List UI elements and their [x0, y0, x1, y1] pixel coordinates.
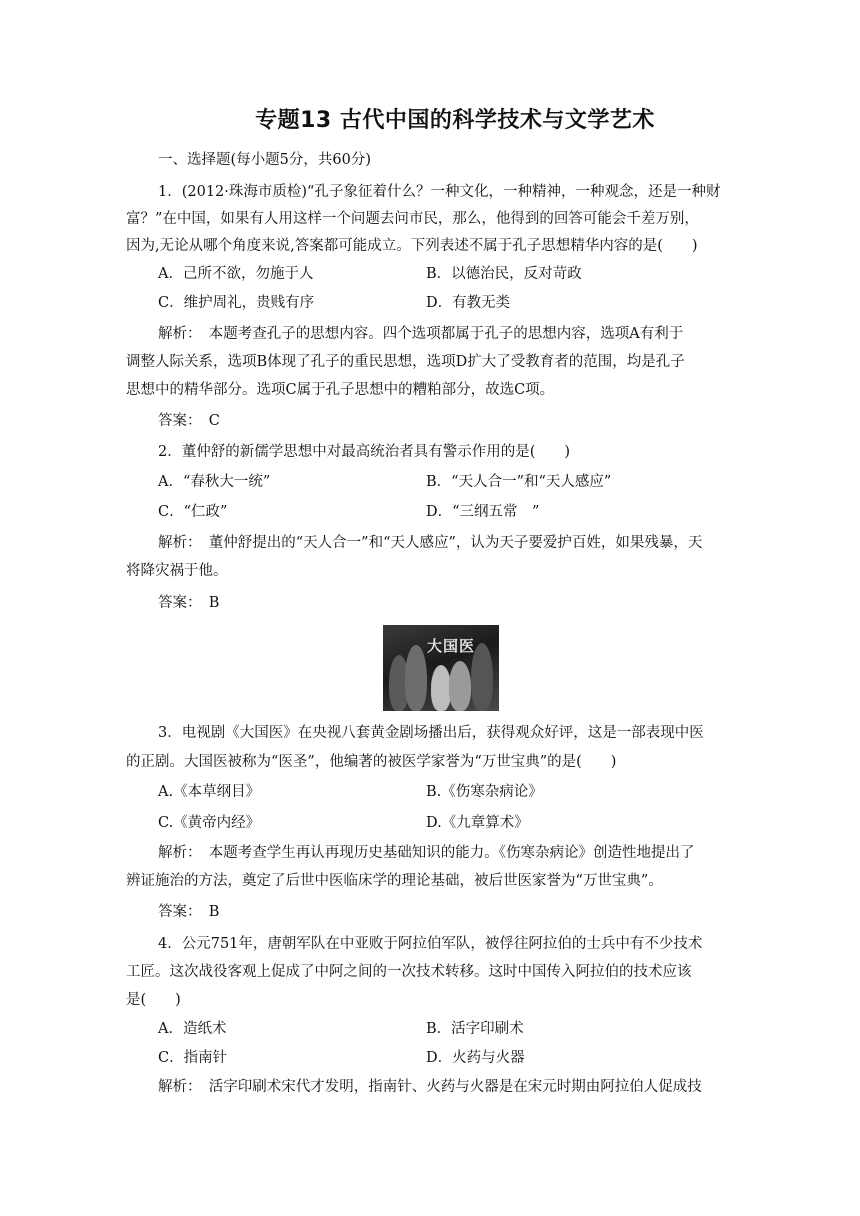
q1-analysis-line3: 思想中的精华部分。选项C属于孔子思想中的糟粕部分，故选C项。 — [126, 382, 555, 398]
q1-stem-line2: 富？”在中国，如果有人用这样一个问题去问市民，那么，他得到的回答可能会千差万别， — [126, 211, 699, 227]
q1-answer: 答案： C — [158, 413, 220, 429]
q4-stem-line2: 工匠。这次战役客观上促成了中阿之间的一次技术转移。这时中国传入阿拉伯的技术应该 — [126, 964, 692, 980]
q4-stem-line3: 是( ) — [126, 992, 181, 1008]
q3-option-c: C.《黄帝内经》 — [158, 815, 261, 831]
q1-stem-line3: 因为,无论从哪个角度来说,答案都可能成立。下列表述不属于孔子思想精华内容的是( ) — [126, 238, 698, 254]
q2-option-d: D．“三纲五常 ” — [426, 504, 540, 520]
section-heading: 一、选择题(每小题5分，共60分) — [158, 152, 371, 168]
q2-option-a: A．“春秋大一统” — [158, 474, 271, 490]
q3-option-a: A.《本草纲目》 — [158, 784, 261, 800]
q4-analysis-line1: 解析： 活字印刷术宋代才发明，指南针、火药与火器是在宋元时期由阿拉伯人促成技 — [158, 1079, 702, 1095]
page-title: 专题13 古代中国的科学技术与文学艺术 — [255, 108, 655, 133]
q1-option-d: D．有教无类 — [426, 295, 511, 311]
q1-option-c: C．维护周礼，贵贱有序 — [158, 295, 315, 311]
q3-option-b: B.《伤寒杂病论》 — [426, 784, 543, 800]
q1-option-b: B．以德治民，反对苛政 — [426, 266, 582, 282]
q1-analysis-line1: 解析： 本题考查孔子的思想内容。四个选项都属于孔子的思想内容，选项A有利于 — [158, 326, 684, 342]
q2-option-c: C．“仁政” — [158, 504, 228, 520]
q2-stem-line1: 2．董仲舒的新儒学思想中对最高统治者具有警示作用的是( ) — [158, 444, 571, 460]
q4-option-d: D．火药与火器 — [426, 1050, 525, 1066]
q2-analysis-line1: 解析： 董仲舒提出的“天人合一”和“天人感应”，认为天子要爱护百姓，如果残暴，天 — [158, 535, 703, 551]
q3-stem-line2: 的正剧。大国医被称为“医圣”，他编著的被医学家誉为“万世宝典”的是( ) — [126, 754, 617, 770]
q2-analysis-line2: 将降灾祸于他。 — [126, 563, 228, 579]
q3-stem-line1: 3．电视剧《大国医》在央视八套黄金剧场播出后，获得观众好评，这是一部表现中医 — [158, 725, 704, 741]
q3-answer: 答案： B — [158, 904, 220, 920]
q2-answer: 答案： B — [158, 595, 220, 611]
q1-option-a: A．己所不欲，勿施于人 — [158, 266, 314, 282]
q4-option-c: C．指南针 — [158, 1050, 228, 1066]
q4-stem-line1: 4．公元751年，唐朝军队在中亚败于阿拉伯军队，被俘往阿拉伯的士兵中有不少技术 — [158, 936, 703, 952]
q1-analysis-line2: 调整人际关系，选项B体现了孔子的重民思想，选项D扩大了受教育者的范围，均是孔子 — [126, 354, 685, 370]
q4-option-a: A．造纸术 — [158, 1021, 227, 1037]
q2-option-b: B．“天人合一”和“天人感应” — [426, 474, 612, 490]
tv-drama-poster-image — [383, 625, 499, 711]
q4-option-b: B．活字印刷术 — [426, 1021, 524, 1037]
q3-option-d: D.《九章算术》 — [426, 815, 529, 831]
q3-analysis-line2: 辨证施治的方法，奠定了后世中医临床学的理论基础，被后世医家誉为“万世宝典”。 — [126, 873, 663, 889]
q1-stem-line1: 1．(2012·珠海市质检)“孔子象征着什么？一种文化，一种精神，一种观念，还是一种财 — [158, 184, 721, 200]
q3-analysis-line1: 解析： 本题考查学生再认再现历史基础知识的能力。《伤寒杂病论》创造性地提出了 — [158, 845, 695, 861]
poster-title: 大国医 — [427, 637, 476, 655]
